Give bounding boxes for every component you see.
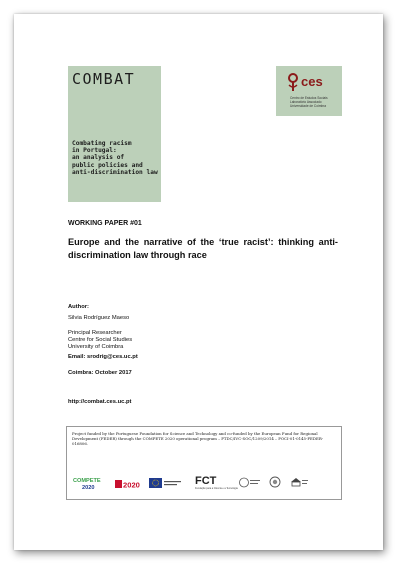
- combat-logo-box: [68, 66, 161, 202]
- government-seal-icon: [239, 477, 261, 488]
- author-label: Author:: [68, 304, 89, 310]
- svg-text:2020: 2020: [82, 485, 95, 491]
- date-place: Coimbra: October 2017: [68, 370, 132, 376]
- svg-text:2020: 2020: [123, 480, 140, 490]
- author-name: Silvia Rodríguez Maeso: [68, 315, 130, 321]
- document-page: [14, 14, 383, 550]
- portugal-2020-logo-icon: [115, 479, 141, 489]
- fct-logo-icon: [195, 474, 238, 490]
- working-paper-number: WORKING PAPER #01: [68, 220, 142, 227]
- ces-name: ces: [301, 74, 323, 89]
- author-org: Centre for Social Studies: [68, 337, 133, 344]
- funder-logos: [73, 467, 335, 495]
- combat-logo-text: COMBAT: [72, 70, 136, 88]
- unesco-logo-icon: [289, 477, 309, 489]
- svg-text:Fundação para a Ciência e a Te: Fundação para a Ciência e a Tecnologia: [195, 487, 238, 490]
- funding-box: [66, 426, 342, 500]
- author-univ: University of Coimbra: [68, 344, 124, 351]
- funding-text: Project funded by the Portuguese Foundation for Science and Technology and co-funded by the European Fund for Regional Development (FEDER) through the COMPETE 2020 operational program – PTDC/IVC-SOC/1209/2014 – POCI-01-0145-FEDER-016806.: [72, 431, 324, 447]
- project-url[interactable]: http://combat.ces.uc.pt: [68, 399, 132, 405]
- author-position: Principal Researcher: [68, 330, 122, 336]
- author-affiliation: [68, 330, 132, 352]
- eu-flag-icon: [149, 478, 183, 489]
- email[interactable]: Email: srodrig@ces.uc.pt: [68, 354, 138, 360]
- svg-text:COMPETE: COMPETE: [73, 478, 101, 484]
- paper-title: Europe and the narrative of the ‘true racist’: thinking anti-discrimination law through race: [68, 237, 338, 260]
- ces-caption: Centro de Estudos Sociais Laboratório Associado Universidade de Coimbra: [290, 96, 328, 108]
- ces-logo-box: [276, 66, 342, 116]
- combat-subtitle: Combating racism in Portugal: an analysis of public policies and anti-discrimination law: [72, 140, 158, 176]
- university-seal-icon: [269, 476, 281, 488]
- compete-2020-logo-icon: [73, 473, 107, 491]
- svg-text:FCT: FCT: [195, 475, 217, 487]
